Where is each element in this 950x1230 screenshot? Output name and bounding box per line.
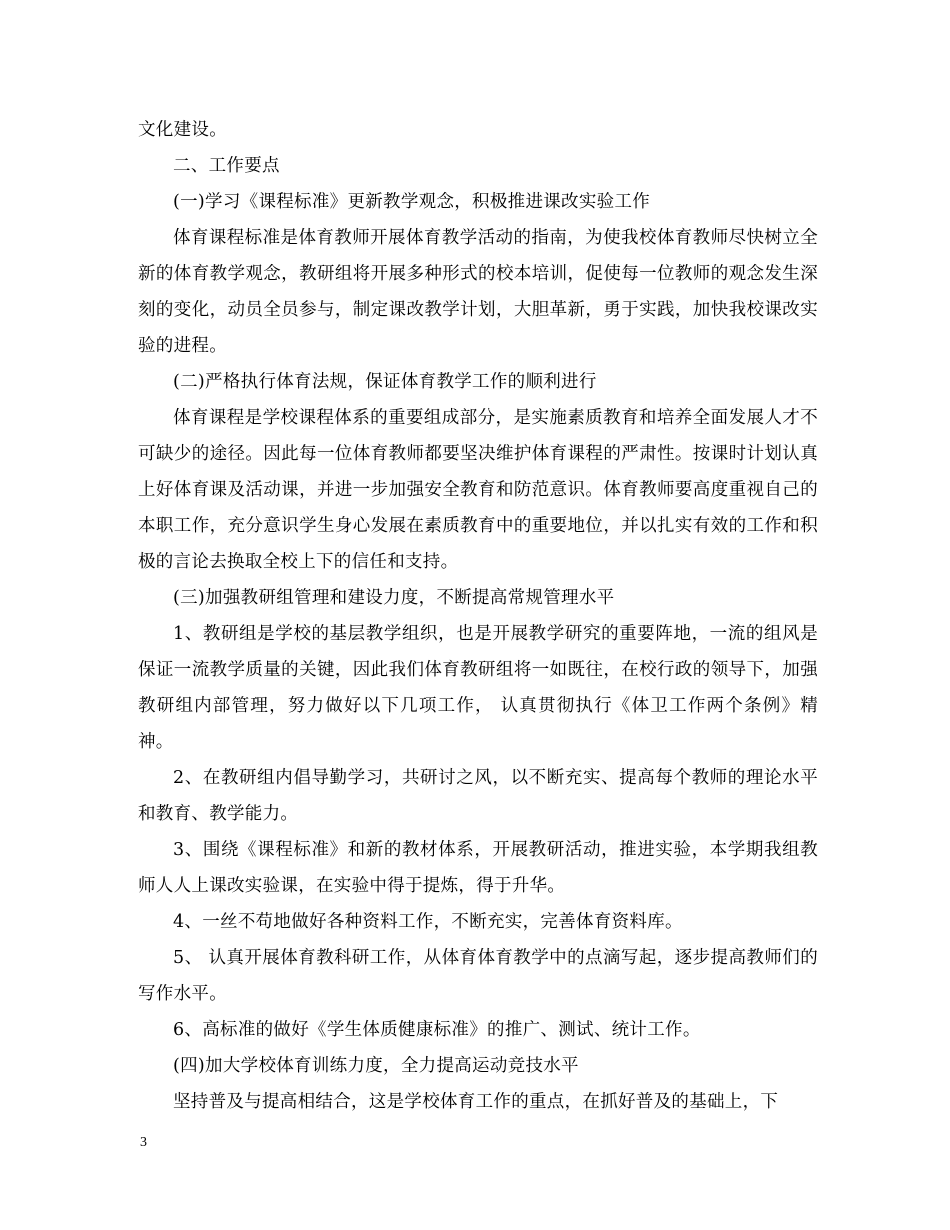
list-item: 6、高标准的做好《学生体质健康标准》的推广、测试、统计工作。	[173, 1020, 701, 1040]
document-body	[138, 112, 818, 1120]
list-item: 4、一丝不苟地做好各种资料工作，不断充实，完善体育资料库。	[173, 912, 683, 932]
section-heading: 二、工作要点	[173, 156, 280, 176]
paragraph: 体育课程是学校课程体系的重要组成部分，是实施素质教育和培养全面发展人才不可缺少的途径。因此每一位体育教师都要坚决维护体育课程的严肃性。按课时计划认真上好体育课及活动课，并进一步加强安全教育和防范意识。体育教师要高度重视自己的本职工作，充分意识学生身心发展在素质教育中的重要地位，并以扎实有效的工作和积极的言论去换取全校上下的信任和支持。	[138, 408, 818, 572]
list-item: 5、 认真开展体育教科研工作，从体育体育教学中的点滴写起，逐步提高教师们的写作水平。	[138, 948, 818, 1004]
subsection-heading: (一)学习《课程标准》更新教学观念，积极推进课改实验工作	[173, 192, 651, 212]
list-item: 1、教研组是学校的基层教学组织，也是开展教学研究的重要阵地，一流的组风是保证一流教学质量的关键，因此我们体育教研组将一如既往，在校行政的领导下，加强教研组内部管理，努力做好以下几项工作， 认真贯彻执行《体卫工作两个条例》精神。	[138, 624, 818, 752]
paragraph: 体育课程标准是体育教师开展体育教学活动的指南，为使我校体育教师尽快树立全新的体育教学观念，教研组将开展多种形式的校本培训，促使每一位教师的观念发生深刻的变化，动员全员参与，制定课改教学计划，大胆革新，勇于实践，加快我校课改实验的进程。	[138, 228, 818, 356]
subsection-heading: (四)加大学校体育训练力度，全力提高运动竞技水平	[173, 1056, 579, 1076]
list-item: 2、在教研组内倡导勤学习，共研讨之风，以不断充实、提高每个教师的理论水平和教育、教学能力。	[138, 768, 818, 824]
list-item: 3、围绕《课程标准》和新的教材体系，开展教研活动，推进实验，本学期我组教师人人上课改实验课，在实验中得于提炼，得于升华。	[138, 840, 818, 896]
subsection-heading: (三)加强教研组管理和建设力度，不断提高常规管理水平	[173, 588, 615, 608]
page-number: 3	[140, 1135, 147, 1150]
paragraph: 坚持普及与提高相结合，这是学校体育工作的重点，在抓好普及的基础上，下	[173, 1092, 779, 1112]
subsection-heading: (二)严格执行体育法规，保证体育教学工作的顺利进行	[173, 372, 597, 392]
paragraph: 文化建设。	[138, 120, 227, 140]
